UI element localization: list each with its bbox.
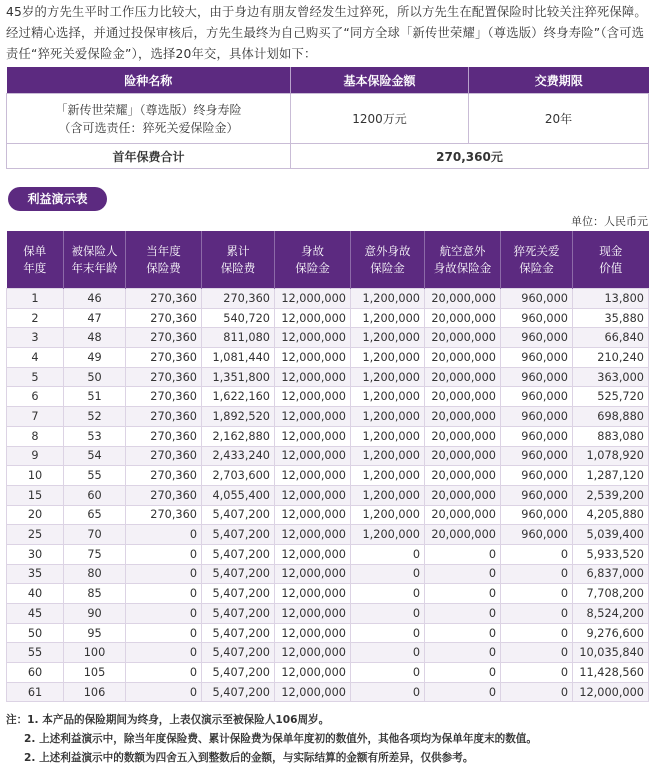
table-cell: 5,039,400: [573, 525, 649, 545]
table-cell: 270,360: [126, 466, 202, 486]
table-row: [7, 663, 649, 683]
table-cell: 1,078,920: [573, 446, 649, 466]
table-cell: 0: [425, 663, 501, 683]
table-cell: 20,000,000: [425, 485, 501, 505]
table-cell: 5,407,200: [202, 564, 275, 584]
table-cell: 105: [64, 663, 126, 683]
table-cell: 5,407,200: [202, 525, 275, 545]
table-cell: 960,000: [501, 505, 573, 525]
table-cell: 12,000,000: [275, 505, 351, 525]
table-cell: 960,000: [501, 348, 573, 368]
note-2: 2. 上述利益演示中，除当年度保险费、累计保险费为保单年度初的数值外，其他各项均为保单年度末的数值。: [24, 733, 537, 745]
table-cell: 75: [64, 544, 126, 564]
benefit-header-line: 保险金: [370, 260, 405, 275]
table-cell: 210,240: [573, 348, 649, 368]
table-cell: 1,200,000: [351, 387, 425, 407]
table-cell: 698,880: [573, 407, 649, 427]
table-cell: 1,200,000: [351, 505, 425, 525]
benefit-header-line: 保险金: [295, 260, 330, 275]
benefit-header-line: 保险金: [519, 260, 554, 275]
unit-label: 单位：人民币元: [571, 215, 648, 228]
table-cell: 960,000: [501, 446, 573, 466]
table-cell: 45: [7, 604, 64, 624]
benefit-header-1: [64, 231, 126, 289]
table-cell: 12,000,000: [275, 466, 351, 486]
benefit-header-line: 现金: [599, 243, 623, 258]
table-cell: 80: [64, 564, 126, 584]
table-row: [7, 407, 649, 427]
table-cell: 1,200,000: [351, 289, 425, 309]
table-row: [7, 308, 649, 328]
table-row: [7, 446, 649, 466]
table-cell: 61: [7, 682, 64, 702]
table-row: [7, 643, 649, 663]
table-cell: 0: [126, 604, 202, 624]
plan-header-amount: 基本保险金额: [291, 67, 469, 94]
table-cell: 0: [126, 643, 202, 663]
table-cell: 20,000,000: [425, 446, 501, 466]
table-cell: 12,000,000: [275, 407, 351, 427]
table-cell: 1,200,000: [351, 407, 425, 427]
table-cell: 12,000,000: [275, 623, 351, 643]
table-cell: 1,287,120: [573, 466, 649, 486]
table-cell: 270,360: [126, 485, 202, 505]
table-cell: 20,000,000: [425, 289, 501, 309]
table-cell: 270,360: [126, 446, 202, 466]
benefit-header-line: 航空意外: [439, 243, 486, 258]
benefit-header-line: 年度: [23, 260, 47, 275]
notes: [6, 711, 652, 768]
table-cell: 0: [126, 584, 202, 604]
table-row: [7, 367, 649, 387]
table-cell: 2,433,240: [202, 446, 275, 466]
benefit-header-2: [126, 231, 202, 289]
plan-product-cell: [7, 94, 291, 144]
table-cell: 12,000,000: [275, 289, 351, 309]
table-cell: 883,080: [573, 426, 649, 446]
table-cell: 5,407,200: [202, 623, 275, 643]
table-cell: 0: [501, 682, 573, 702]
table-cell: 0: [501, 564, 573, 584]
table-cell: 5,407,200: [202, 604, 275, 624]
table-row: [7, 525, 649, 545]
benefit-header-line: 保单: [23, 243, 47, 258]
table-cell: 9: [7, 446, 64, 466]
table-cell: 20,000,000: [425, 367, 501, 387]
benefit-header-0: [7, 231, 64, 289]
table-cell: 60: [7, 663, 64, 683]
table-cell: 20: [7, 505, 64, 525]
table-cell: 960,000: [501, 426, 573, 446]
table-cell: 2,539,200: [573, 485, 649, 505]
table-cell: 12,000,000: [275, 387, 351, 407]
table-cell: 85: [64, 584, 126, 604]
note-1: 注：1. 本产品的保险期间为终身，上表仅演示至被保险人106周岁。: [6, 714, 330, 726]
table-cell: 0: [126, 525, 202, 545]
table-cell: 0: [501, 584, 573, 604]
table-cell: 35: [7, 564, 64, 584]
table-cell: 20,000,000: [425, 466, 501, 486]
table-cell: 55: [64, 466, 126, 486]
benefit-header-line: 累计: [226, 243, 250, 258]
table-row: [7, 466, 649, 486]
benefit-body: [7, 289, 649, 702]
table-cell: 7: [7, 407, 64, 427]
benefit-header-line: 猝死关爱: [513, 243, 560, 258]
table-row: [7, 426, 649, 446]
table-cell: 12,000,000: [275, 643, 351, 663]
table-cell: 20,000,000: [425, 328, 501, 348]
table-cell: 90: [64, 604, 126, 624]
plan-amount: 1200万元: [291, 94, 469, 144]
table-cell: 5,407,200: [202, 544, 275, 564]
table-cell: 5,407,200: [202, 682, 275, 702]
table-cell: 4: [7, 348, 64, 368]
table-row: [7, 564, 649, 584]
benefit-header-8: [573, 231, 649, 289]
table-cell: 95: [64, 623, 126, 643]
table-cell: 20,000,000: [425, 505, 501, 525]
table-cell: 0: [351, 604, 425, 624]
table-cell: 51: [64, 387, 126, 407]
table-cell: 5,407,200: [202, 643, 275, 663]
table-cell: 20,000,000: [425, 387, 501, 407]
table-cell: 960,000: [501, 289, 573, 309]
table-cell: 12,000,000: [275, 426, 351, 446]
table-cell: 960,000: [501, 387, 573, 407]
benefit-header-line: 当年度: [146, 243, 181, 258]
benefit-header-line: 意外身故: [364, 243, 411, 258]
table-cell: 50: [64, 367, 126, 387]
table-cell: 20,000,000: [425, 525, 501, 545]
table-cell: 4,205,880: [573, 505, 649, 525]
table-cell: 270,360: [202, 289, 275, 309]
table-cell: 270,360: [126, 289, 202, 309]
table-row: [7, 348, 649, 368]
table-cell: 1,892,520: [202, 407, 275, 427]
table-cell: 48: [64, 328, 126, 348]
table-cell: 54: [64, 446, 126, 466]
table-cell: 12,000,000: [275, 564, 351, 584]
table-cell: 20,000,000: [425, 308, 501, 328]
plan-header-product: 险种名称: [7, 67, 291, 94]
table-cell: 0: [351, 643, 425, 663]
note-3: 2. 上述利益演示中的数额为四舍五入到整数后的金额，与实际结算的金额有所差异，仅供参考。: [24, 752, 474, 764]
table-cell: 8: [7, 426, 64, 446]
table-cell: 0: [351, 564, 425, 584]
table-cell: 0: [425, 544, 501, 564]
table-cell: 1,200,000: [351, 446, 425, 466]
table-cell: 270,360: [126, 367, 202, 387]
table-cell: 270,360: [126, 308, 202, 328]
table-cell: 0: [126, 564, 202, 584]
table-cell: 5,407,200: [202, 505, 275, 525]
table-cell: 0: [425, 584, 501, 604]
table-cell: 960,000: [501, 525, 573, 545]
table-cell: 40: [7, 584, 64, 604]
table-cell: 270,360: [126, 328, 202, 348]
table-cell: 20,000,000: [425, 426, 501, 446]
table-cell: 0: [425, 682, 501, 702]
table-cell: 12,000,000: [275, 485, 351, 505]
table-cell: 12,000,000: [275, 682, 351, 702]
table-cell: 2,162,880: [202, 426, 275, 446]
table-cell: 0: [126, 682, 202, 702]
table-row: [7, 387, 649, 407]
plan-row: [7, 94, 649, 144]
table-cell: 960,000: [501, 328, 573, 348]
table-cell: 270,360: [126, 505, 202, 525]
benefit-header-row: [7, 231, 649, 289]
table-cell: 12,000,000: [275, 308, 351, 328]
table-cell: 1,351,800: [202, 367, 275, 387]
table-cell: 0: [501, 544, 573, 564]
benefit-header-6: [425, 231, 501, 289]
table-cell: 10,035,840: [573, 643, 649, 663]
table-cell: 0: [501, 663, 573, 683]
table-cell: 52: [64, 407, 126, 427]
table-cell: 270,360: [126, 387, 202, 407]
table-cell: 106: [64, 682, 126, 702]
table-row: [7, 289, 649, 309]
table-cell: 12,000,000: [275, 663, 351, 683]
plan-product-name: 「新传世荣耀」（尊选版）终身寿险: [55, 102, 242, 117]
plan-header-term: 交费期限: [469, 67, 649, 94]
plan-table: [6, 67, 649, 169]
table-cell: 60: [64, 485, 126, 505]
intro-paragraph: 45岁的方先生平时工作压力比较大，由于身边有朋友曾经发生过猝死，所以方先生在配置保险时比较关注猝死保障。经过精心选择，并通过投保审核后，方先生最终为自己购买了“同方全球「新传世荣耀」（尊选版）终身寿险”（含可选责任“猝死关爱保险金”），选择20年交，具体计划如下：: [6, 5, 647, 61]
table-cell: 20,000,000: [425, 348, 501, 368]
table-cell: 960,000: [501, 407, 573, 427]
table-cell: 1,200,000: [351, 525, 425, 545]
table-row: [7, 682, 649, 702]
table-cell: 100: [64, 643, 126, 663]
table-cell: 8,524,200: [573, 604, 649, 624]
table-cell: 5,933,520: [573, 544, 649, 564]
table-cell: 12,000,000: [275, 584, 351, 604]
table-cell: 0: [425, 643, 501, 663]
table-cell: 49: [64, 348, 126, 368]
benefit-header-line: 被保险人: [71, 243, 118, 258]
table-cell: 20,000,000: [425, 407, 501, 427]
table-cell: 35,880: [573, 308, 649, 328]
benefit-header-line: 保险费: [146, 260, 181, 275]
table-cell: 6: [7, 387, 64, 407]
table-cell: 0: [501, 643, 573, 663]
table-cell: 1,081,440: [202, 348, 275, 368]
table-cell: 5: [7, 367, 64, 387]
table-cell: 2,703,600: [202, 466, 275, 486]
table-cell: 270,360: [126, 407, 202, 427]
table-cell: 53: [64, 426, 126, 446]
table-cell: 30: [7, 544, 64, 564]
benefit-header-line: 身故: [301, 243, 324, 258]
table-cell: 1,200,000: [351, 308, 425, 328]
benefit-header-line: 价值: [599, 260, 623, 275]
table-cell: 7,708,200: [573, 584, 649, 604]
table-cell: 0: [126, 623, 202, 643]
table-cell: 1,200,000: [351, 466, 425, 486]
plan-header-row: [7, 67, 649, 94]
table-cell: 270,360: [126, 348, 202, 368]
table-cell: 0: [351, 663, 425, 683]
table-cell: 1,200,000: [351, 348, 425, 368]
section-title: 利益演示表: [8, 187, 107, 211]
table-row: [7, 544, 649, 564]
table-cell: 6,837,000: [573, 564, 649, 584]
table-cell: 960,000: [501, 308, 573, 328]
benefit-header-line: 保险费: [220, 260, 256, 275]
table-cell: 0: [351, 623, 425, 643]
table-cell: 960,000: [501, 367, 573, 387]
benefit-header-line: 年末年龄: [71, 260, 118, 275]
table-cell: 12,000,000: [275, 328, 351, 348]
table-cell: 70: [64, 525, 126, 545]
benefit-header-7: [501, 231, 573, 289]
benefit-header-line: 身故保险金: [433, 260, 492, 275]
plan-product-optional: （含可选责任：猝死关爱保险金）: [58, 120, 239, 135]
table-cell: 55: [7, 643, 64, 663]
table-cell: 5,407,200: [202, 663, 275, 683]
benefit-table: [6, 231, 649, 702]
plan-total-row: [7, 144, 649, 169]
table-cell: 4,055,400: [202, 485, 275, 505]
table-cell: 0: [425, 564, 501, 584]
table-cell: 0: [126, 544, 202, 564]
table-cell: 12,000,000: [275, 604, 351, 624]
table-cell: 12,000,000: [275, 544, 351, 564]
table-cell: 1,200,000: [351, 485, 425, 505]
table-cell: 50: [7, 623, 64, 643]
table-cell: 1: [7, 289, 64, 309]
table-cell: 1,200,000: [351, 367, 425, 387]
table-cell: 0: [425, 604, 501, 624]
table-cell: 0: [425, 623, 501, 643]
table-cell: 12,000,000: [275, 367, 351, 387]
table-cell: 811,080: [202, 328, 275, 348]
table-cell: 0: [351, 682, 425, 702]
table-row: [7, 623, 649, 643]
table-cell: 25: [7, 525, 64, 545]
table-cell: 0: [126, 663, 202, 683]
table-cell: 270,360: [126, 426, 202, 446]
table-cell: 12,000,000: [275, 446, 351, 466]
table-cell: 11,428,560: [573, 663, 649, 683]
table-cell: 0: [351, 544, 425, 564]
table-cell: 960,000: [501, 466, 573, 486]
table-cell: 10: [7, 466, 64, 486]
table-cell: 0: [501, 604, 573, 624]
table-row: [7, 505, 649, 525]
table-cell: 12,000,000: [275, 525, 351, 545]
benefit-header-3: [202, 231, 275, 289]
table-row: [7, 604, 649, 624]
table-cell: 1,200,000: [351, 328, 425, 348]
table-cell: 0: [351, 584, 425, 604]
benefit-header-4: [275, 231, 351, 289]
table-cell: 13,800: [573, 289, 649, 309]
plan-term: 20年: [469, 94, 649, 144]
table-cell: 0: [501, 623, 573, 643]
table-cell: 363,000: [573, 367, 649, 387]
table-cell: 66,840: [573, 328, 649, 348]
table-cell: 65: [64, 505, 126, 525]
table-cell: 1,622,160: [202, 387, 275, 407]
benefit-header-5: [351, 231, 425, 289]
plan-total-value: 270,360元: [291, 144, 649, 169]
plan-total-label: 首年保费合计: [7, 144, 291, 169]
table-cell: 3: [7, 328, 64, 348]
table-cell: 12,000,000: [573, 682, 649, 702]
table-row: [7, 328, 649, 348]
table-cell: 47: [64, 308, 126, 328]
table-cell: 9,276,600: [573, 623, 649, 643]
table-cell: 5,407,200: [202, 584, 275, 604]
table-cell: 960,000: [501, 485, 573, 505]
table-cell: 15: [7, 485, 64, 505]
table-cell: 540,720: [202, 308, 275, 328]
table-row: [7, 584, 649, 604]
table-cell: 525,720: [573, 387, 649, 407]
table-cell: 46: [64, 289, 126, 309]
table-cell: 1,200,000: [351, 426, 425, 446]
table-cell: 12,000,000: [275, 348, 351, 368]
table-row: [7, 485, 649, 505]
table-cell: 2: [7, 308, 64, 328]
